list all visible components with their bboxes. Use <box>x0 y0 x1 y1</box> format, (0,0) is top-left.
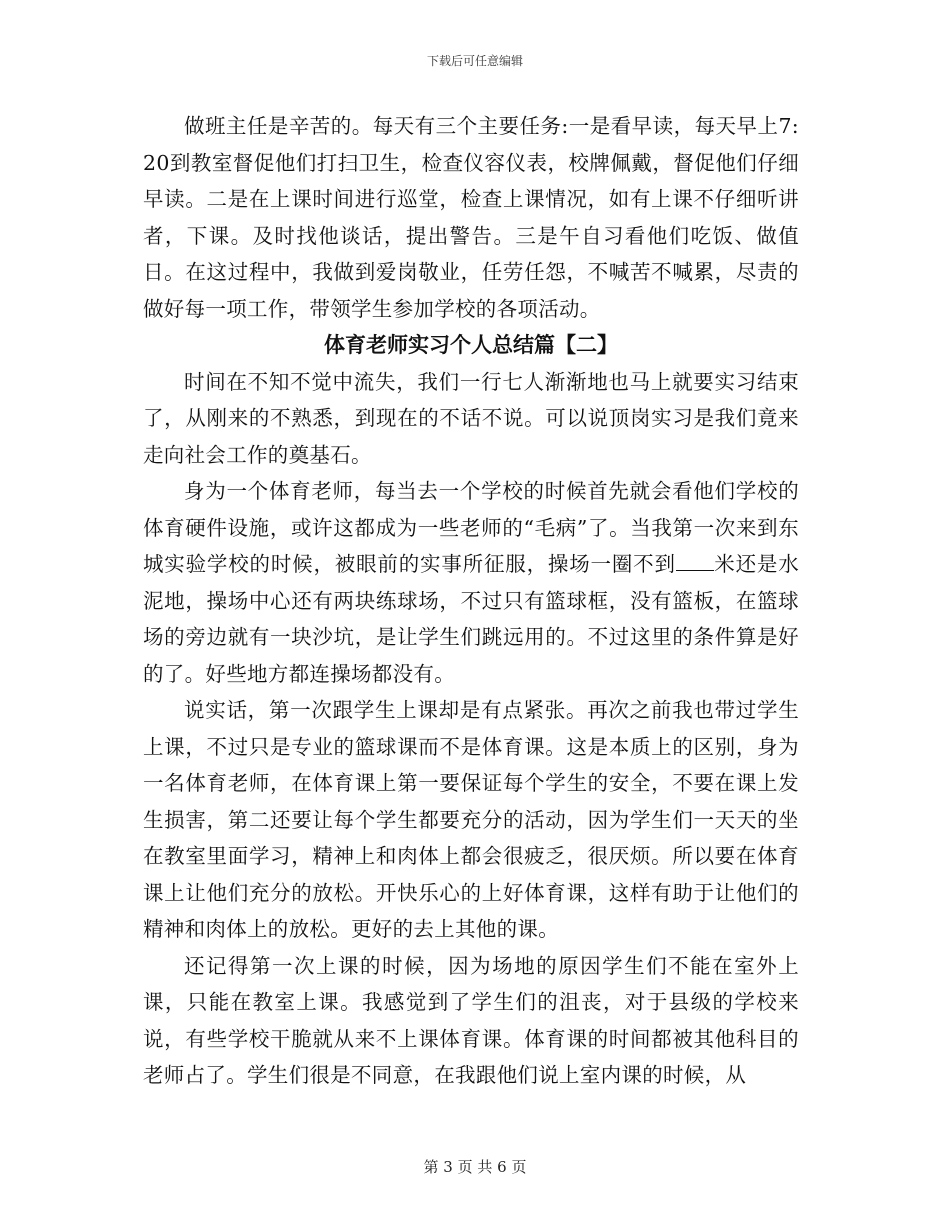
document-body <box>143 108 799 1094</box>
paragraph-first-class-nerves: 说实话，第一次跟学生上课却是有点紧张。再次之前我也带过学生上课，不过只是专业的篮球课而不是体育课。这是本质上的区别，身为一名体育老师，在体育课上第一要保证每个学生的安全，不要在课上发生损害，第二还要让每个学生都要充分的活动，因为学生们一天天的坐在教室里面学习，精神上和肉体上都会很疲乏，很厌烦。所以要在体育课上让他们充分的放松。开快乐心的上好体育课，这样有助于让他们的精神和肉体上的放松。更好的去上其他的课。 <box>143 698 799 941</box>
paragraph-class-teacher-duties: 做班主任是辛苦的。每天有三个主要任务:一是看早读，每天早上7:20到教室督促他们打扫卫生，检查仪容仪表，校牌佩戴，督促他们仔细早读。二是在上课时间进行巡堂，检查上课情况，如有上课不仔细听讲者，下课。及时找他谈话，提出警告。三是午自习看他们吃饭、做值日。在这过程中，我做到爱岗敬业，任劳任怨，不喊苦不喊累，尽责的做好每一项工作，带领学生参加学校的各项活动。 <box>143 114 799 321</box>
paragraph-indoor-class: 还记得第一次上课的时候，因为场地的原因学生们不能在室外上课，只能在教室上课。我感觉到了学生们的沮丧，对于县级的学校来说，有些学校干脆就从来不上课体育课。体育课的时间都被其他科目的老师占了。学生们很是不同意，在我跟他们说上室内课的时候，从 <box>143 953 799 1087</box>
section-title: 体育老师实习个人总结篇【二】 <box>324 333 618 357</box>
paragraph-school-facilities <box>143 473 799 692</box>
page-footer: 第 3 页 共 6 页 <box>423 1158 527 1176</box>
paragraph-internship-ending: 时间在不知不觉中流失，我们一行七人渐渐地也马上就要实习结束了，从刚来的不熟悉，到现在的不话不说。可以说顶岗实习是我们竟来走向社会工作的奠基石。 <box>143 369 799 467</box>
paragraph-text-part-b: 米还是水泥地，操场中心还有两块练球场，不过只有篮球框，没有篮板，在篮球场的旁边就有一块沙坑，是让学生们跳远用的。不过这里的条件算是好的了。好些地方都连操场都没有。 <box>143 552 800 686</box>
paragraph-text-part-a: 身为一个体育老师，每当去一个学校的时候首先就会看他们学校的体育硬件设施，或许这都成为一些老师的“毛病”了。当我第一次来到东城实验学校的时候，被眼前的实事所征服，操场一圈不到 <box>143 479 799 576</box>
page-header: 下载后可任意编辑 <box>426 54 523 68</box>
fill-in-blank <box>676 552 714 571</box>
